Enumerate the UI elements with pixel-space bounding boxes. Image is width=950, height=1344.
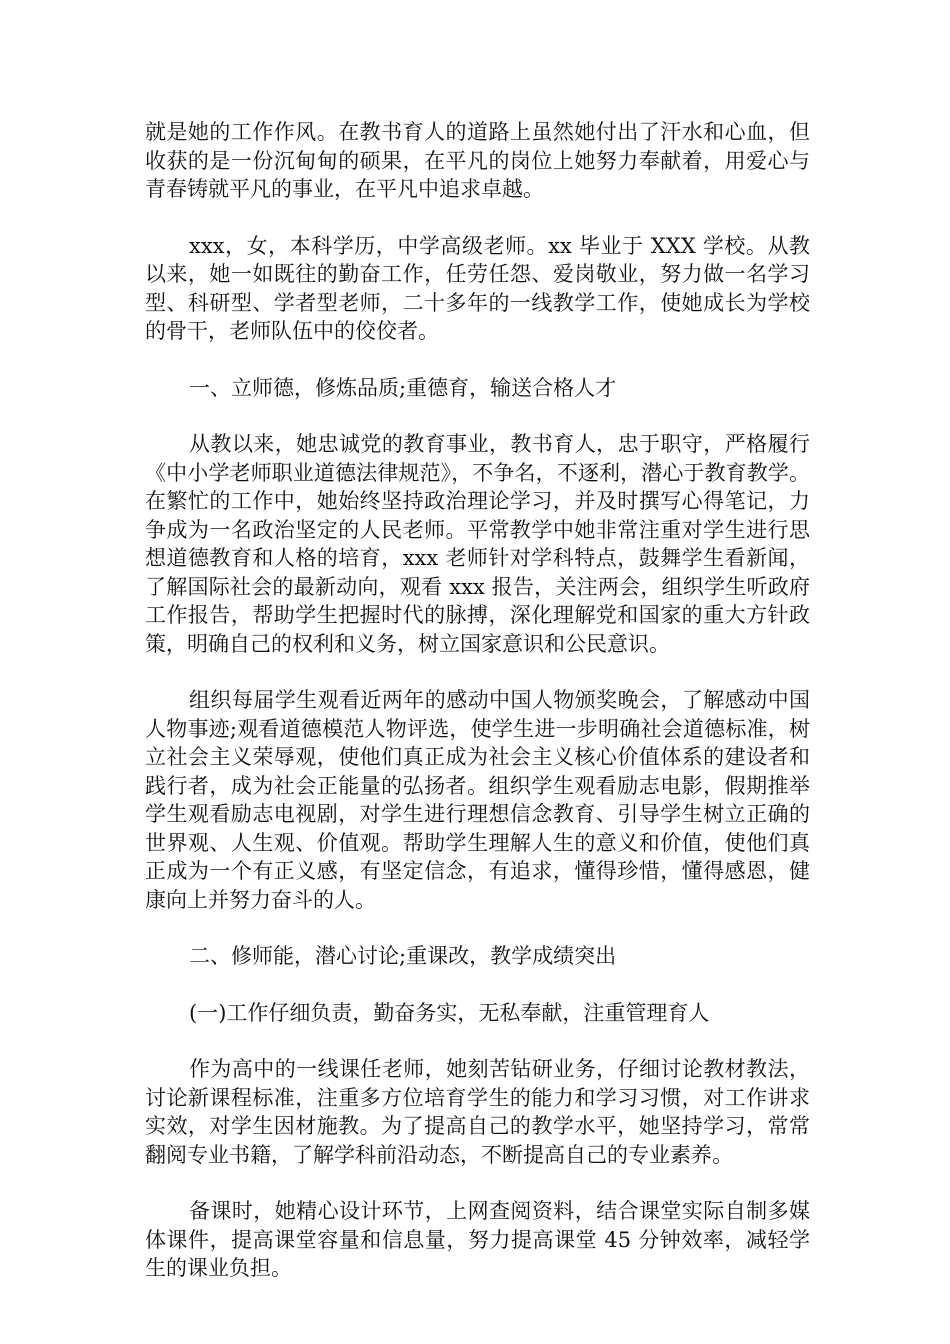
paragraph-moral-education: 从教以来，她忠诚党的教育事业，教书育人，忠于职守，严格履行《中小学老师职业道德法律规范》，不争名，不逐利，潜心于教育教学。在繁忙的工作中，她始终坚持政治理论学习，并及时撰写心得笔记，力争成为一名政治坚定的人民老师。平常教学中她非常注重对学生进行思想道德教育和人格的培育，xxx 老师针对学科特点，鼓舞学生看新闻，了解国际社会的最新动向，观看 xxx 报告，关注两会，组织学生听政府工作报告，帮助学生把握时代的脉搏，深化理解党和国家的重大方针政策，明确自己的权利和义务，树立国家意识和公民意识。	[145, 432, 810, 656]
paragraph-intro-continuation: 就是她的工作作风。在教书育人的道路上虽然她付出了汗水和心血，但收获的是一份沉甸甸的硕果，在平凡的岗位上她努力奉献着，用爱心与青春铸就平凡的事业，在平凡中追求卓越。	[145, 120, 810, 201]
paragraph-teacher-profile: xxx，女，本科学历，中学高级老师。xx 毕业于 XXX 学校。从教以来，她一如既往的勤奋工作，任劳任怨、爱岗敬业，努力做一名学习型、科研型、学者型老师，二十多年的一线教学工作，使她成长为学校的骨干，老师队伍中的佼佼者。	[145, 233, 810, 343]
paragraph-teaching-research: 作为高中的一线课任老师，她刻苦钻研业务，仔细讨论教材教法，讨论新课程标准，注重多方位培育学生的能力和学习习惯，对工作讲求实效，对学生因材施教。为了提高自己的教学水平，她坚持学习，常常翻阅专业书籍，了解学科前沿动态，不断提高自己的专业素养。	[145, 1057, 810, 1167]
paragraph-lesson-preparation: 备课时，她精心设计环节，上网查阅资料，结合课堂实际自制多媒体课件，提高课堂容量和信息量，努力提高课堂 45 分钟效率，减轻学生的课业负担。	[145, 1199, 810, 1280]
paragraph-student-activities: 组织每届学生观看近两年的感动中国人物颁奖晚会，了解感动中国人物事迹;观看道德模范人物评选，使学生进一步明确社会道德标准，树立社会主义荣辱观，使他们真正成为社会主义核心价值体系的建设者和践行者，成为社会正能量的弘扬者。组织学生观看励志电影，假期推举学生观看励志电视剧，对学生进行理想信念教育、引导学生树立正确的世界观、人生观、价值观。帮助学生理解人生的意义和价值，使他们真正成为一个有正义感，有坚定信念，有追求，懂得珍惜，懂得感恩，健康向上并努力奋斗的人。	[145, 688, 810, 912]
section-heading-2: 二、修师能，潜心讨论;重课改，教学成绩突出	[189, 944, 617, 968]
document-body	[145, 118, 810, 1311]
subsection-heading-1: (一)工作仔细负责，勤奋务实，无私奉献，注重管理育人	[189, 1000, 710, 1025]
section-heading-1: 一、立师德，修炼品质;重德育，输送合格人才	[189, 375, 617, 400]
